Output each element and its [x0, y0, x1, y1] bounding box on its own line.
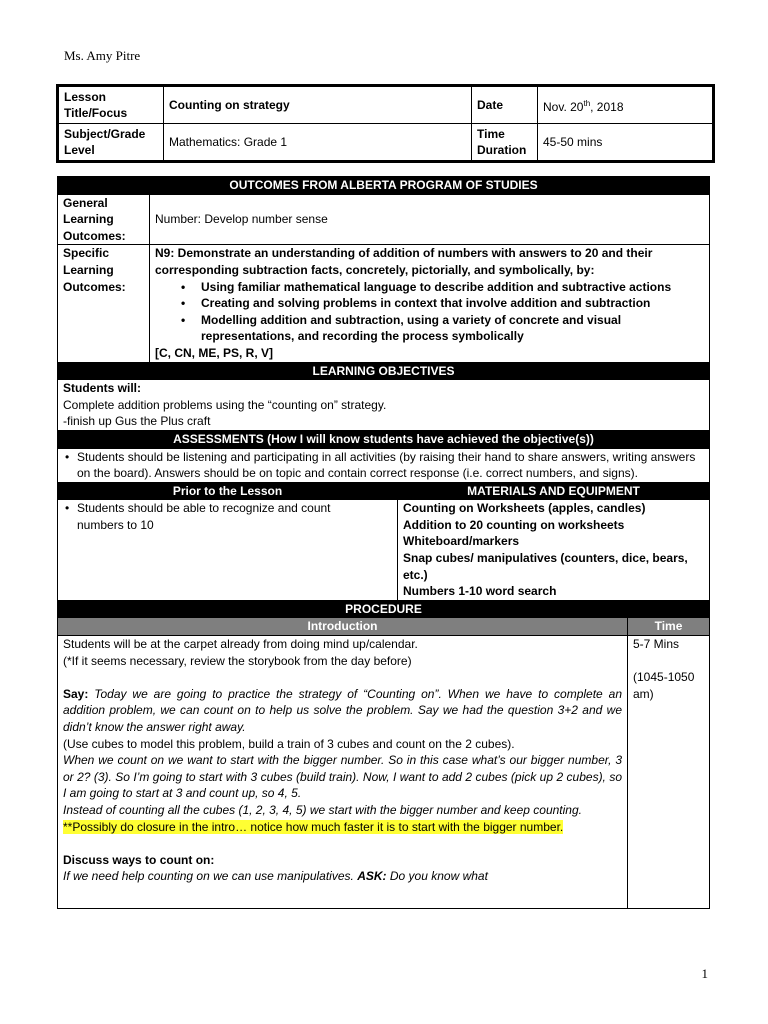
procedure-header: PROCEDURE	[58, 600, 710, 618]
objective-line: -finish up Gus the Plus craft	[63, 414, 211, 429]
lesson-title-label: Lesson Title/Focus	[58, 86, 164, 124]
general-outcomes-label: General Learning Outcomes:	[58, 194, 150, 245]
introduction-cell	[58, 636, 628, 909]
prior-item: • Students should be able to recognize and count numbers to 10	[63, 500, 369, 533]
lesson-plan-table	[57, 176, 710, 909]
page-number: 1	[701, 966, 708, 981]
material-item: Numbers 1-10 word search	[403, 584, 557, 599]
assessment-item: • Students should be listening and participating in all activities (by raising their hand to share answers, writing answers on the board). Answers should be on topic and contain correct response (i.e. correct numbers, and signs).	[63, 449, 704, 482]
time-label: Time Duration	[472, 124, 538, 162]
specific-outcomes-intro: N9: Demonstrate an understanding of addition of numbers with answers to 20 and their corresponding subtraction facts, concretely, pictorially, and symbolically, by:	[155, 246, 653, 277]
time-cell	[628, 636, 710, 909]
general-outcomes-value: Number: Develop number sense	[150, 194, 710, 245]
specific-outcomes-cell	[150, 245, 710, 362]
list-item: • Using familiar mathematical language to describe addition and subtractive actions	[175, 279, 704, 296]
date-value: Nov. 20th, 2018	[538, 86, 714, 124]
material-item: Addition to 20 counting on worksheets	[403, 517, 625, 532]
cubes-paragraph: (Use cubes to model this problem, build a train of 3 cubes and count on the 2 cubes).	[63, 736, 515, 751]
time-value: 45-50 mins	[538, 124, 714, 162]
objective-line: Complete addition problems using the “counting on” strategy.	[63, 397, 387, 412]
material-item: Counting on Worksheets (apples, candles)	[403, 501, 646, 516]
manipulatives-paragraph: If we need help counting on we can use manipulatives. ASK: Do you know what	[63, 869, 488, 884]
outcome-codes: [C, CN, ME, PS, R, V]	[155, 345, 274, 360]
prior-cell	[58, 500, 398, 601]
time-duration: 5-7 Mins	[633, 637, 680, 652]
materials-header: MATERIALS AND EQUIPMENT	[398, 482, 710, 500]
introduction-header: Introduction	[58, 618, 628, 636]
list-item: • Modelling addition and subtraction, using a variety of concrete and visual representations, and recording the process symbolically	[175, 312, 704, 345]
assessments-header: ASSESSMENTS (How I will know students have achieved the objective(s))	[58, 430, 710, 448]
objectives-header: LEARNING OBJECTIVES	[58, 362, 710, 380]
time-header: Time	[628, 618, 710, 636]
time-range: (1045-1050 am)	[633, 670, 695, 701]
lesson-title-value: Counting on strategy	[164, 86, 472, 124]
outcomes-header: OUTCOMES FROM ALBERTA PROGRAM OF STUDIES	[58, 177, 710, 195]
objectives-cell	[58, 380, 710, 431]
intro-line: Students will be at the carpet already from doing mind up/calendar.	[63, 637, 418, 652]
objectives-lead: Students will:	[63, 381, 141, 396]
highlight-note: **Possibly do closure in the intro… notice how much faster it is to start with the bigger number.	[63, 819, 564, 834]
list-item: • Creating and solving problems in context that involve addition and subtraction	[175, 295, 704, 312]
material-item: Snap cubes/ manipulatives (counters, dice, bears, etc.)	[403, 551, 688, 582]
lesson-info-table	[56, 84, 715, 163]
discuss-heading: Discuss ways to count on:	[63, 852, 215, 867]
specific-outcomes-label: Specific Learning Outcomes:	[58, 245, 150, 362]
instead-paragraph: Instead of counting all the cubes (1, 2, 3, 4, 5) we start with the bigger number and keep counting.	[63, 802, 582, 817]
subject-label: Subject/Grade Level	[58, 124, 164, 162]
prior-header: Prior to the Lesson	[58, 482, 398, 500]
material-item: Whiteboard/markers	[403, 534, 520, 549]
date-label: Date	[472, 86, 538, 124]
materials-cell	[398, 500, 710, 601]
author-name: Ms. Amy Pitre	[64, 48, 141, 63]
specific-outcomes-list	[175, 279, 704, 345]
intro-line: (*If it seems necessary, review the storybook from the day before)	[63, 653, 412, 668]
say-paragraph: Say: Today we are going to practice the strategy of “Counting on”. When we have to complete an addition problem, we can count on to help us solve the problem. Say we had the question 3+2 and we didn’t know the answer right away.	[63, 686, 622, 734]
assessments-cell	[58, 448, 710, 482]
bigger-number-paragraph: When we count on we want to start with the bigger number. So in this case what’s our bigger number, 3 or 2? (3). So I’m going to start with 3 cubes (build train). Now, I want to add 2 cubes (pick up 2 cubes), so I am going to start at 3 and count up, so 4, 5.	[63, 753, 622, 801]
subject-value: Mathematics: Grade 1	[164, 124, 472, 162]
